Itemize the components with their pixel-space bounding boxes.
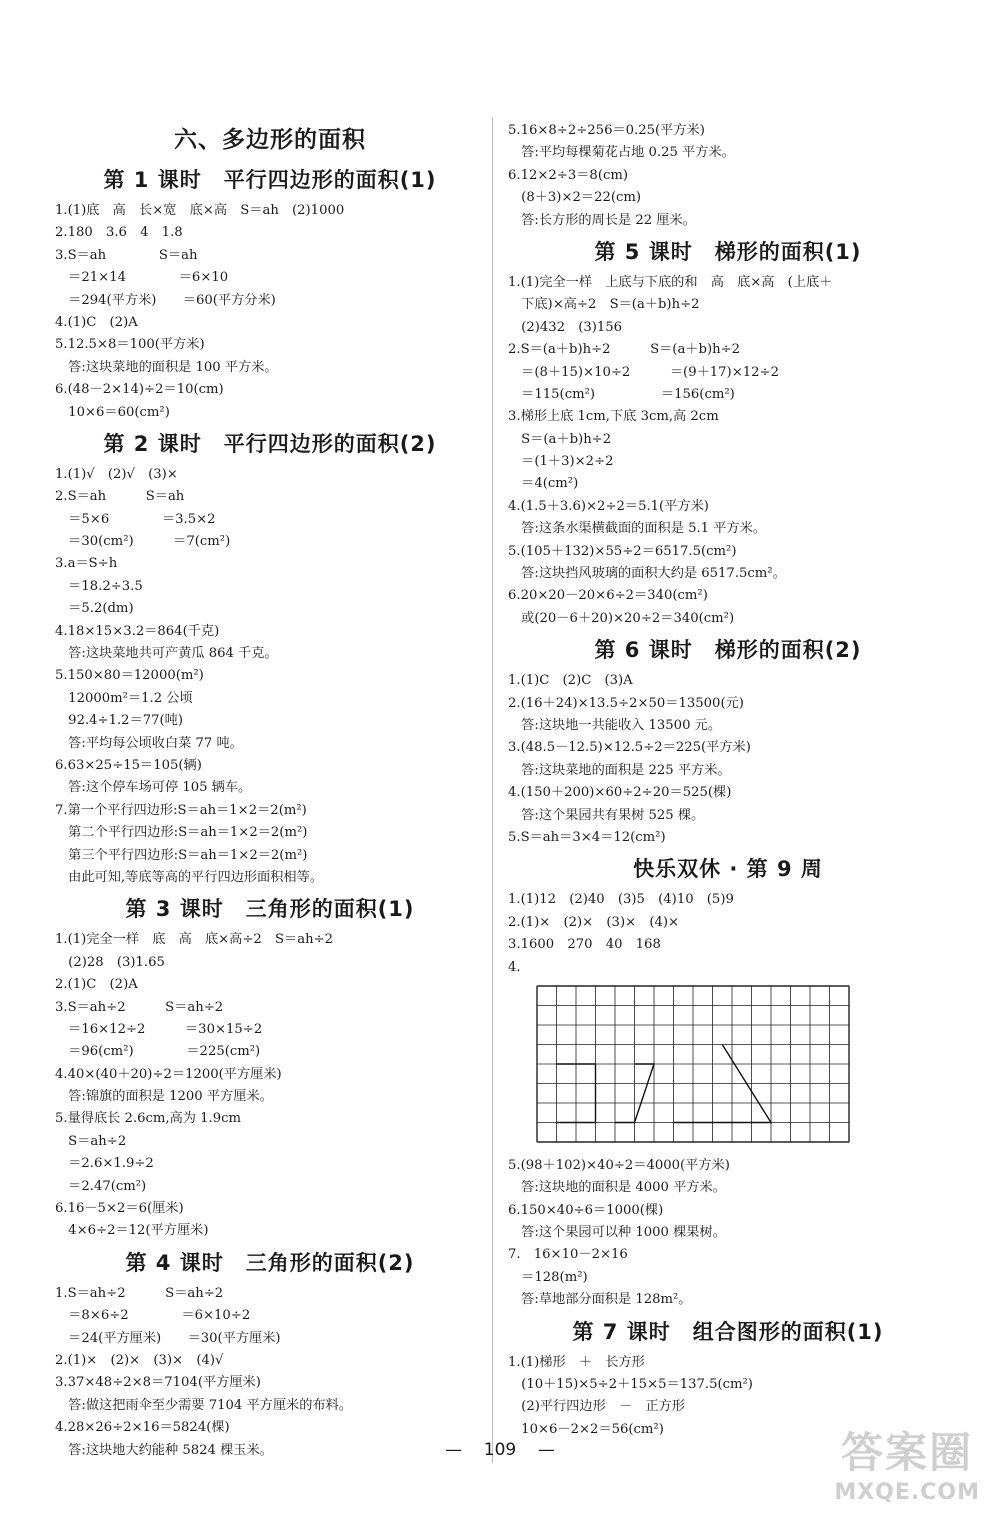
answer-line: 答:这块地的面积是 4000 平方米。	[508, 1180, 726, 1196]
answer-line: 6.150×40÷6＝1000(棵)	[508, 1202, 664, 1218]
page-number-dash-left: —	[445, 1440, 463, 1460]
answer-line: 7.第一个平行四边形:S＝ah＝1×2＝2(m²)	[55, 802, 307, 818]
answer-line: 3.梯形上底 1cm,下底 3cm,高 2cm	[508, 409, 719, 425]
answer-line: 答:这块菜地的面积是 225 平方米。	[508, 762, 731, 778]
answer-line: 1.(1)√ (2)√ (3)×	[55, 466, 178, 482]
answer-line: ＝(8＋15)×10÷2 ＝(9＋17)×12÷2	[508, 364, 779, 380]
answer-line: 5.12.5×8＝100(平方米)	[55, 337, 205, 353]
answer-line: 答:这块地一共能收入 13500 元。	[508, 717, 722, 733]
answer-line: 12000m²＝1.2 公顷	[55, 690, 193, 706]
answer-line: 1.(1)底 高 长×宽 底×高 S＝ah (2)1000	[55, 203, 345, 218]
answer-line: 答:平均每公顷收白菜 77 吨。	[55, 735, 243, 751]
answer-line: ＝21×14 ＝6×10	[55, 270, 229, 286]
answer-line: 4.(150＋200)×60÷2÷20＝525(棵)	[508, 785, 732, 801]
page-number-dash-right: —	[537, 1440, 555, 1460]
answer-line: 6.12×2÷3＝8(cm)	[508, 167, 629, 183]
answer-line: 答:这个果园可以种 1000 棵果树。	[508, 1225, 726, 1241]
answer-line: 1.(1)完全一样 底 高 底×高÷2 S＝ah÷2	[55, 932, 334, 948]
page-number: 109	[483, 1440, 517, 1460]
answer-line: (2)28 (3)1.65	[55, 954, 165, 970]
answer-line: 6.20×20－20×6÷2＝340(cm²)	[508, 588, 708, 604]
answer-line: ＝128(m²)	[508, 1269, 588, 1285]
answer-line: 4.	[508, 959, 521, 975]
lesson-heading: 第 4 课时 三角形的面积(2)	[125, 1250, 415, 1275]
answer-line: ＝8×6÷2 ＝6×10÷2	[55, 1308, 251, 1324]
answer-line: 2.S＝ah S＝ah	[55, 489, 185, 505]
section-title: 六、多边形的面积	[174, 127, 366, 153]
answer-line: 答:平均每棵菊花占地 0.25 平方米。	[508, 145, 735, 161]
answer-line: 答:草地部分面积是 128m²。	[508, 1292, 692, 1308]
lesson-heading: 第 2 课时 平行四边形的面积(2)	[103, 431, 437, 456]
answer-line: 5.150×80＝12000(m²)	[55, 668, 204, 684]
lesson-heading: 第 7 课时 组合图形的面积(1)	[572, 1319, 884, 1344]
lesson-heading: 第 3 课时 三角形的面积(1)	[125, 897, 415, 922]
answer-line: 答:这条水渠横截面的面积是 5.1 平方米。	[508, 521, 766, 537]
answer-line: 1.(1)C (2)C (3)A	[508, 673, 633, 689]
answer-line: 3.a＝S÷h	[55, 556, 118, 572]
answer-line: 5.(105＋132)×55÷2＝6517.5(cm²)	[508, 543, 737, 559]
lesson-heading: 快乐双休 · 第 9 周	[633, 857, 823, 882]
answer-line: 答:这块挡风玻璃的面积大约是 6517.5cm²。	[508, 566, 786, 582]
answer-line: ＝294(平方米) ＝60(平方分米)	[55, 292, 276, 308]
answer-line: 答:这块菜地的面积是 100 平方米。	[55, 359, 278, 375]
answer-line: 下底)×高÷2 S＝(a＋b)h÷2	[508, 297, 700, 313]
answer-line: 2.(16＋24)×13.5÷2×50＝13500(元)	[508, 695, 744, 711]
answer-line: 3.37×48÷2×8＝7104(平方厘米)	[55, 1375, 261, 1391]
answer-line: 4×6÷2＝12(平方厘米)	[55, 1223, 209, 1239]
answer-line: 5.量得底长 2.6cm,高为 1.9cm	[55, 1111, 242, 1127]
grid-svg	[536, 985, 850, 1143]
right-column	[508, 120, 948, 1441]
answer-line: ＝16×12÷2 ＝30×15÷2	[55, 1021, 263, 1037]
answer-line: ＝2.47(cm²)	[55, 1178, 147, 1194]
answer-line: 5.16×8÷2÷256＝0.25(平方米)	[508, 123, 705, 138]
answer-line: 1.(1)梯形 ＋ 长方形	[508, 1354, 645, 1370]
lesson-heading: 第 6 课时 梯形的面积(2)	[594, 638, 862, 663]
answer-line: S＝ah÷2	[55, 1133, 127, 1149]
answer-line: ＝18.2÷3.5	[55, 578, 143, 594]
answer-line: 4.28×26÷2×16＝5824(棵)	[55, 1420, 230, 1436]
answer-line: ＝(1＋3)×2÷2	[508, 454, 614, 470]
answer-line: ＝96(cm²) ＝225(cm²)	[55, 1044, 261, 1060]
left-column	[55, 120, 485, 1462]
answer-line: 或(20－6＋20)×20÷2＝340(cm²)	[508, 610, 735, 626]
watermark-main: 答案圈	[841, 1428, 974, 1477]
lesson-heading: 第 5 课时 梯形的面积(1)	[594, 239, 862, 264]
answer-line: 1.(1)完全一样 上底与下底的和 高 底×高 (上底＋	[508, 274, 833, 290]
answer-line: 6.(48－2×14)÷2＝10(cm)	[55, 382, 224, 398]
answer-line: 3.(48.5－12.5)×12.5÷2＝225(平方米)	[508, 740, 751, 756]
answer-line: ＝24(平方厘米) ＝30(平方厘米)	[55, 1330, 281, 1346]
answer-line: (2)平行四边形 － 正方形	[508, 1399, 685, 1415]
answer-line: 2.(1)C (2)A	[55, 977, 138, 993]
answer-line: 答:做这把雨伞至少需要 7104 平方厘米的布料。	[55, 1397, 352, 1413]
answer-line: 10×6＝60(cm²)	[55, 404, 170, 420]
answer-line: 答:这个果园共有果树 525 棵。	[508, 807, 705, 823]
answer-line: ＝5×6 ＝3.5×2	[55, 511, 216, 527]
answer-line: 4.40×(40＋20)÷2＝1200(平方厘米)	[55, 1066, 282, 1082]
answer-line: 4.(1)C (2)A	[55, 314, 138, 330]
answer-line: (10＋15)×5÷2＋15×5＝137.5(cm²)	[508, 1377, 753, 1393]
answer-line: ＝4(cm²)	[508, 476, 579, 492]
answer-line: 3.S＝ah S＝ah	[55, 247, 198, 263]
answer-line: 3.S＝ah÷2 S＝ah÷2	[55, 999, 224, 1015]
answer-line: 5.S＝ah＝3×4＝12(cm²)	[508, 829, 666, 845]
grid-figure	[508, 979, 948, 1155]
answer-line: 92.4÷1.2＝77(吨)	[55, 713, 184, 729]
answer-line: 1.(1)12 (2)40 (3)5 (4)10 (5)9	[508, 892, 734, 908]
answer-line: 答:这个停车场可停 105 辆车。	[55, 780, 252, 796]
answer-line: 2.S＝(a＋b)h÷2 S＝(a＋b)h÷2	[508, 342, 741, 358]
watermark-sub: MXQE.COM	[834, 1480, 980, 1505]
answer-line: 10×6－2×2＝56(cm²)	[508, 1421, 664, 1437]
answer-line: S＝(a＋b)h÷2	[508, 431, 612, 447]
answer-line: 6.16－5×2＝6(厘米)	[55, 1201, 184, 1217]
answer-line: 1.S＝ah÷2 S＝ah÷2	[55, 1285, 224, 1301]
answer-line: 由此可知,等底等高的平行四边形面积相等。	[55, 869, 323, 885]
answer-line: 2.180 3.6 4 1.8	[55, 225, 183, 241]
answer-line: ＝30(cm²) ＝7(cm²)	[55, 534, 231, 550]
answer-line: 答:这块地大约能种 5824 棵玉米。	[55, 1442, 273, 1458]
answer-line: (2)432 (3)156	[508, 319, 623, 335]
answer-line: 5.(98＋102)×40÷2＝4000(平方米)	[508, 1157, 730, 1173]
lesson-heading: 第 1 课时 平行四边形的面积(1)	[103, 168, 437, 192]
answer-line: 4.18×15×3.2＝864(千克)	[55, 623, 220, 639]
answer-line: 7. 16×10－2×16	[508, 1247, 628, 1263]
answer-line: (8＋3)×2＝22(cm)	[508, 190, 642, 206]
answer-line: 6.63×25÷15＝105(辆)	[55, 757, 202, 773]
answer-line: ＝115(cm²) ＝156(cm²)	[508, 386, 735, 402]
answer-line: 第二个平行四边形:S＝ah＝1×2＝2(m²)	[55, 825, 308, 841]
answer-line: 4.(1.5＋3.6)×2÷2＝5.1(平方米)	[508, 498, 709, 514]
answer-line: ＝5.2(dm)	[55, 601, 134, 617]
answer-line: ＝2.6×1.9÷2	[55, 1156, 154, 1172]
answer-line: 答:长方形的周长是 22 厘米。	[508, 212, 696, 228]
answer-line: 2.(1)× (2)× (3)× (4)×	[508, 914, 680, 930]
column-divider	[492, 118, 493, 1463]
watermark-logo	[834, 1420, 980, 1505]
answer-line: 第三个平行四边形:S＝ah＝1×2＝2(m²)	[55, 847, 308, 863]
answer-line: 答:这块菜地共可产黄瓜 864 千克。	[55, 646, 278, 662]
answer-line: 3.1600 270 40 168	[508, 937, 661, 953]
answer-line: 2.(1)× (2)× (3)× (4)√	[55, 1352, 224, 1368]
answer-line: 答:锦旗的面积是 1200 平方厘米。	[55, 1089, 273, 1105]
